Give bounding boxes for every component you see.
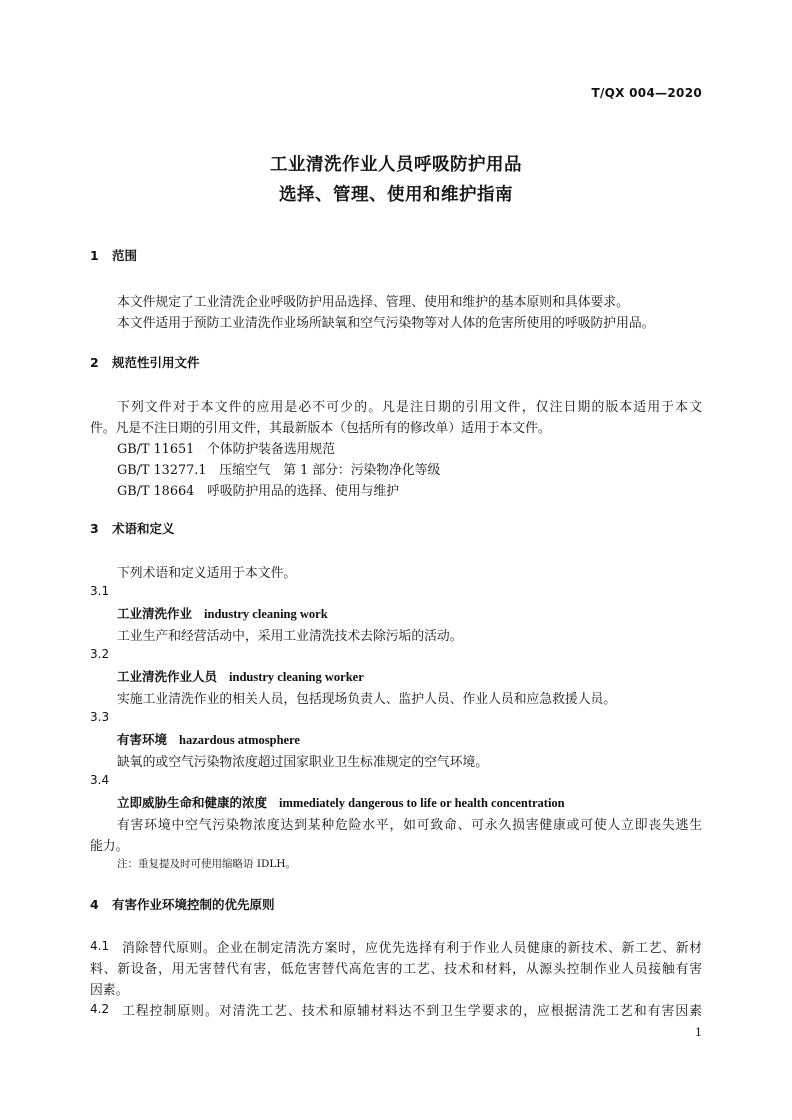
section-title: 规范性引用文件 xyxy=(112,355,200,370)
term-heading xyxy=(117,604,328,622)
term-number: 3.1 xyxy=(90,584,110,598)
section-4-heading xyxy=(90,895,275,913)
reference-item xyxy=(117,459,440,478)
term-definition: 实施工业清洗作业的相关人员，包括现场负责人、监护人员、作业人员和应急救援人员。 xyxy=(117,692,617,707)
term-english: industry cleaning work xyxy=(204,607,328,621)
page-number: 1 xyxy=(695,1026,702,1039)
clause-4-1-line-1: 消除替代原则。企业在制定清洗方案时，应优先选择有利于作业人员健康的新技术、新工艺、新材 xyxy=(122,941,702,956)
term-number: 3.2 xyxy=(90,647,110,661)
section-number: 4 xyxy=(90,897,99,912)
term-definition: 缺氧的或空气污染物浓度超过国家职业卫生标准规定的空气环境。 xyxy=(117,755,489,770)
section-3-intro: 下列术语和定义适用于本文件。 xyxy=(117,566,297,581)
clause-number: 4.2 xyxy=(90,1002,110,1016)
term-note: 注：重复提及时可使用缩略语 IDLH。 xyxy=(117,858,297,870)
document-title-line-1: 工业清洗作业人员呼吸防护用品 xyxy=(270,155,522,175)
reference-code: GB/T 11651 xyxy=(117,442,195,457)
reference-item xyxy=(117,480,399,499)
term-number: 3.4 xyxy=(90,773,110,787)
reference-code: GB/T 18664 xyxy=(117,484,195,499)
clause-4-2-line-1: 工程控制原则。对清洗工艺、技术和原辅材料达不到卫生学要求的，应根据清洗工艺和有害因素 xyxy=(122,1004,702,1019)
section-2-paragraph-line-1: 下列文件对于本文件的应用是必不可少的。凡是注日期的引用文件，仅注日期的版本适用于本文 xyxy=(117,400,702,415)
reference-title: 呼吸防护用品的选择、使用与维护 xyxy=(207,484,399,499)
term-definition: 工业生产和经营活动中，采用工业清洗技术去除污垢的活动。 xyxy=(117,629,463,644)
reference-title: 个体防护装备选用规范 xyxy=(207,442,336,457)
term-chinese: 工业清洗作业人员 xyxy=(117,669,218,684)
term-chinese: 工业清洗作业 xyxy=(117,606,193,621)
section-number: 2 xyxy=(90,355,99,370)
section-title: 有害作业环境控制的优先原则 xyxy=(112,897,275,912)
term-number: 3.3 xyxy=(90,710,110,724)
section-1-paragraph-1: 本文件规定了工业清洗企业呼吸防护用品选择、管理、使用和维护的基本原则和具体要求。 xyxy=(117,295,629,310)
term-definition-line-1: 有害环境中空气污染物浓度达到某种危险水平，如可致命、可永久损害健康或可使人立即丧失逃生 xyxy=(117,818,702,833)
term-english: immediately dangerous to life or health concentration xyxy=(279,796,565,810)
term-chinese: 立即威胁生命和健康的浓度 xyxy=(117,795,268,810)
clause-4-1-line-3: 因素。 xyxy=(90,983,129,998)
term-english: industry cleaning worker xyxy=(229,670,364,684)
reference-title: 压缩空气 第 1 部分：污染物净化等级 xyxy=(219,463,441,478)
section-1-heading xyxy=(90,246,137,264)
section-number: 3 xyxy=(90,521,99,536)
clause-4-1-line-2: 料、新设备，用无害替代有害，低危害替代高危害的工艺、技术和材料，从源头控制作业人员接触有害 xyxy=(90,962,702,977)
section-number: 1 xyxy=(90,248,99,263)
section-3-heading xyxy=(90,519,175,537)
section-2-paragraph-line-2: 件。凡是不注日期的引用文件，其最新版本（包括所有的修改单）适用于本文件。 xyxy=(90,421,551,436)
document-title-line-2: 选择、管理、使用和维护指南 xyxy=(279,185,513,205)
section-2-heading xyxy=(90,353,200,371)
section-title: 术语和定义 xyxy=(112,521,175,536)
term-heading xyxy=(117,793,565,811)
reference-item xyxy=(117,438,335,457)
reference-code: GB/T 13277.1 xyxy=(117,463,207,478)
term-heading xyxy=(117,730,300,748)
section-1-paragraph-2: 本文件适用于预防工业清洗作业场所缺氧和空气污染物等对人体的危害所使用的呼吸防护用品。 xyxy=(117,316,655,331)
clause-number: 4.1 xyxy=(90,939,110,953)
term-definition-line-2: 能力。 xyxy=(90,839,129,854)
term-heading xyxy=(117,667,364,685)
term-chinese: 有害环境 xyxy=(117,732,168,747)
document-number: T/QX 004—2020 xyxy=(591,86,702,100)
section-title: 范围 xyxy=(112,248,138,263)
term-english: hazardous atmosphere xyxy=(179,733,300,747)
